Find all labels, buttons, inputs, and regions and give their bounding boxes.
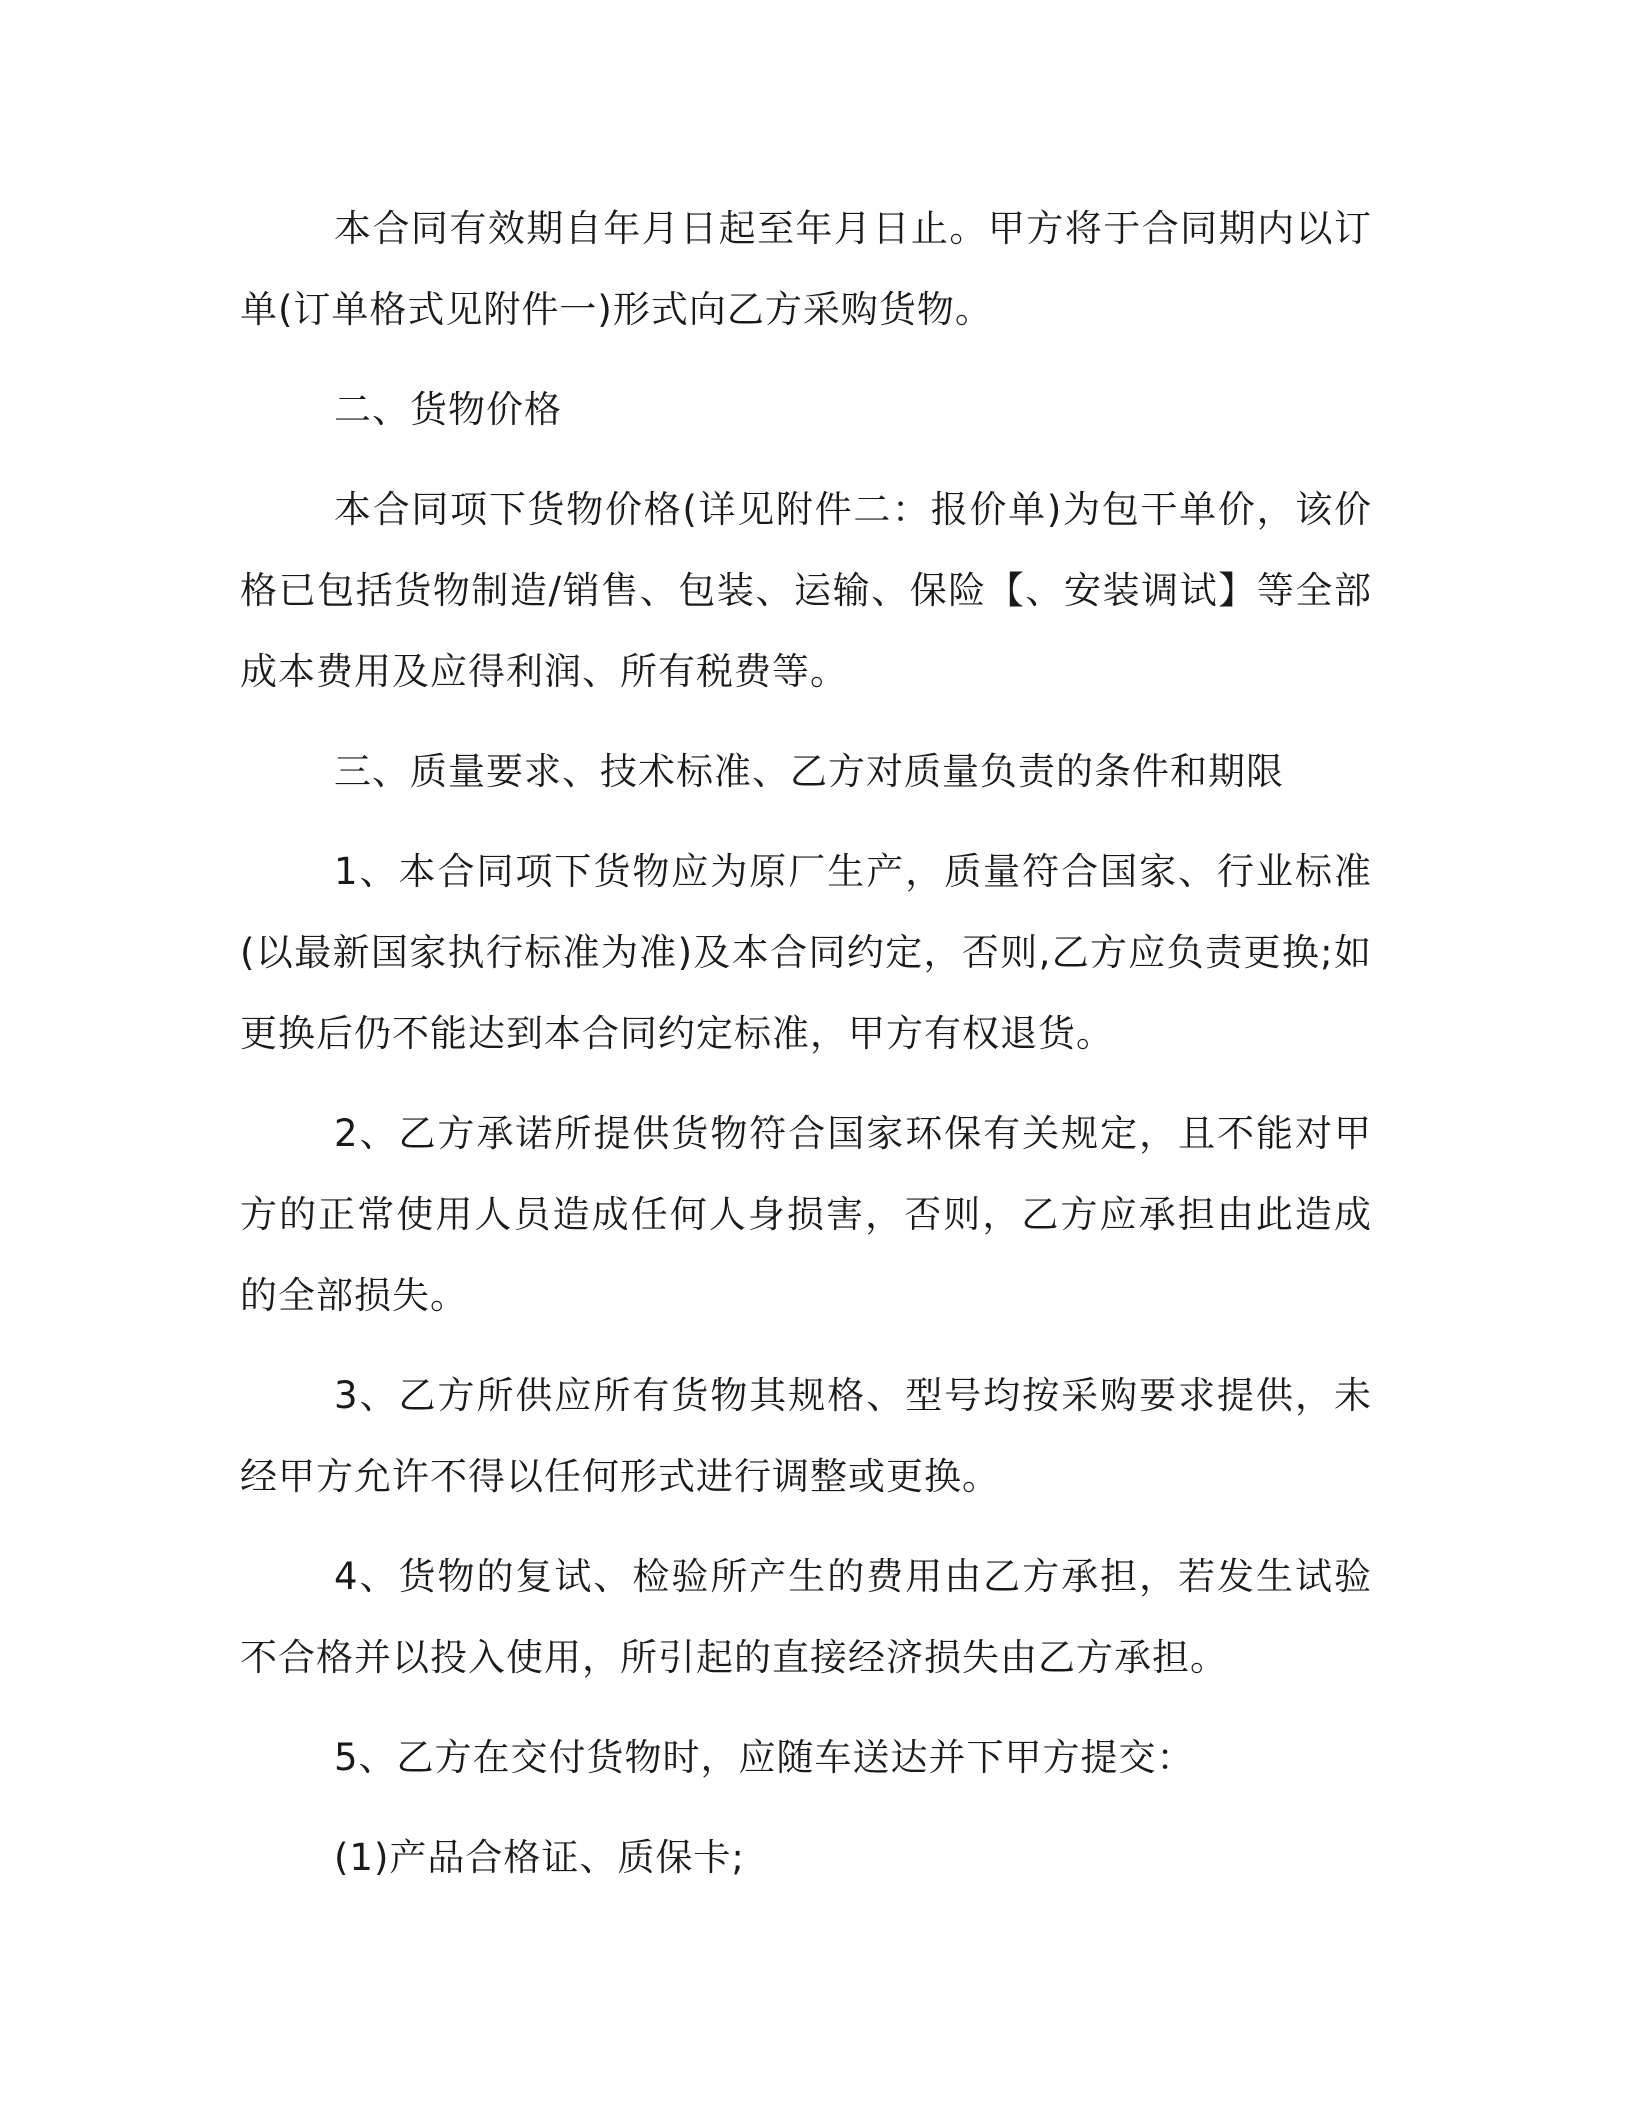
- clause-2: 2、乙方承诺所提供货物符合国家环保有关规定，且不能对甲方的正常使用人员造成任何人身损害，否则，乙方应承担由此造成的全部损失。: [240, 1112, 1372, 1317]
- document-body: [240, 188, 1372, 1917]
- paragraph-validity: 本合同有效期自年月日起至年月日止。甲方将于合同期内以订单(订单格式见附件一)形式向乙方采购货物。: [240, 207, 1372, 331]
- clause-1: 1、本合同项下货物应为原厂生产，质量符合国家、行业标准(以最新国家执行标准为准)及本合同约定，否则,乙方应负责更换;如更换后仍不能达到本合同约定标准，甲方有权退货。: [240, 850, 1372, 1055]
- paragraph-price: 本合同项下货物价格(详见附件二：报价单)为包干单价，该价格已包括货物制造/销售、包装、运输、保险【、安装调试】等全部成本费用及应得利润、所有税费等。: [240, 488, 1372, 693]
- clause-3: 3、乙方所供应所有货物其规格、型号均按采购要求提供，未经甲方允许不得以任何形式进行调整或更换。: [240, 1374, 1372, 1498]
- clause-4: 4、货物的复试、检验所产生的费用由乙方承担，若发生试验不合格并以投入使用，所引起的直接经济损失由乙方承担。: [240, 1555, 1372, 1679]
- clause-5-item-1: (1)产品合格证、质保卡;: [334, 1836, 745, 1879]
- section-heading-goods-price: 二、货物价格: [334, 388, 562, 431]
- clause-5: 5、乙方在交付货物时，应随车送达并下甲方提交：: [334, 1736, 1195, 1779]
- section-heading-quality: 三、质量要求、技术标准、乙方对质量负责的条件和期限: [334, 750, 1284, 793]
